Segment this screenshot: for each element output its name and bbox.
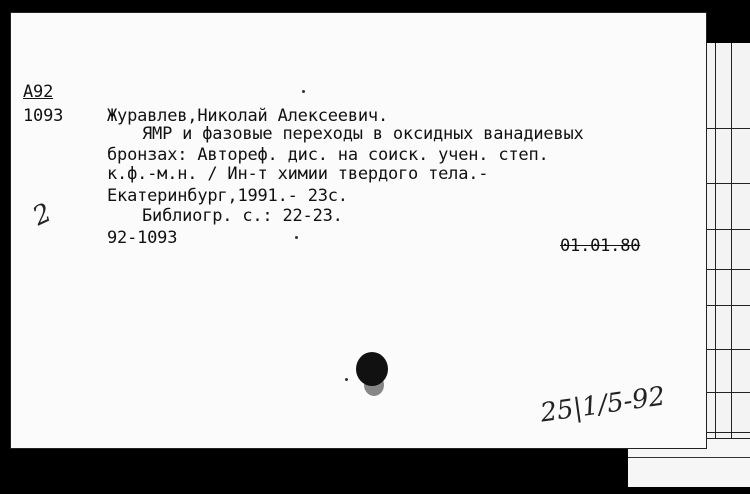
- ruled-line: [705, 229, 750, 230]
- speck: [302, 90, 305, 93]
- ruled-line: [705, 432, 750, 433]
- inventory-number: 1093: [23, 106, 64, 126]
- speck: [295, 236, 298, 239]
- ruled-line: [705, 305, 750, 306]
- ruled-line: [705, 349, 750, 350]
- title-line: ЯМР и фазовые переходы в оксидных ванадиевых: [142, 124, 584, 144]
- title-line: к.ф.-м.н. / Ин-т химии твердого тела.-: [107, 164, 489, 184]
- shelf-mark: A92: [23, 82, 54, 102]
- ruled-line: [705, 269, 750, 270]
- ruled-line: [705, 183, 750, 184]
- punch-hole: [356, 352, 388, 386]
- title-line: бронзах: Автореф. дис. на соиск. учен. степ.: [107, 145, 549, 165]
- imprint-line: Екатеринбург,1991.- 23с.: [107, 186, 348, 206]
- adjacent-card: [705, 43, 750, 453]
- bibliography-note: Библиогр. с.: 22-23.: [142, 206, 343, 226]
- author-heading: Журавлев,Николай Алексеевич.: [107, 106, 388, 126]
- speck: [345, 378, 348, 381]
- struck-date: 01.01.80: [560, 236, 641, 256]
- ruled-line: [705, 128, 750, 129]
- handwritten-signature: 25|1/5-92: [538, 381, 668, 429]
- ruled-line: [628, 457, 750, 458]
- handwritten-mark: 2: [28, 197, 57, 233]
- record-number: 92-1093: [107, 228, 178, 248]
- ruled-line: [705, 392, 750, 393]
